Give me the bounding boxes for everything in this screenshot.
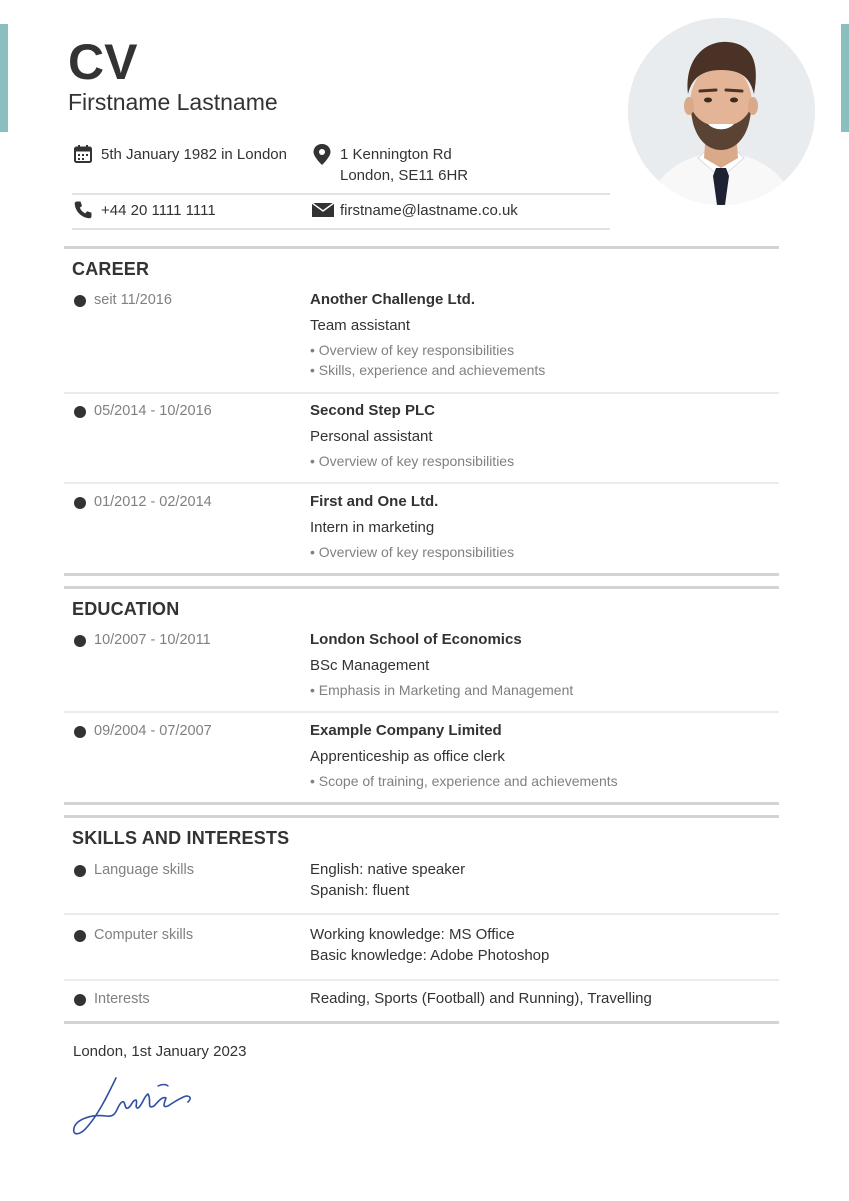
timeline-dot xyxy=(74,930,86,942)
contact-divider xyxy=(72,193,310,195)
entry-role: BSc Management xyxy=(310,657,430,674)
contact-birth xyxy=(73,144,313,166)
map-pin-icon xyxy=(312,144,332,164)
entry-bullet: • Scope of training, experience and achievements xyxy=(310,773,618,789)
skill-value: Reading, Sports (Football) and Running), Travelling xyxy=(310,990,652,1007)
entry-date: 10/2007 - 10/2011 xyxy=(94,632,211,648)
row-divider xyxy=(64,392,779,394)
entry-organization: London School of Economics xyxy=(310,631,522,648)
address-line2: London, SE11 6HR xyxy=(340,167,469,184)
entry-date: 01/2012 - 02/2014 xyxy=(94,494,212,510)
section-rule xyxy=(64,802,779,805)
address-line1: 1 Kennington Rd xyxy=(340,146,452,163)
entry-bullet: • Emphasis in Marketing and Management xyxy=(310,682,574,698)
entry-organization: First and One Ltd. xyxy=(310,493,439,510)
email-text: firstname@lastname.co.uk xyxy=(340,202,518,219)
row-divider xyxy=(64,913,779,915)
skill-label: Interests xyxy=(94,991,150,1007)
entry-bullet: • Overview of key responsibilities xyxy=(310,544,515,560)
timeline-dot xyxy=(74,726,86,738)
section-title-skills: SKILLS AND INTERESTS xyxy=(72,828,290,848)
section-rule xyxy=(64,246,779,249)
entry-organization: Another Challenge Ltd. xyxy=(310,291,475,308)
skill-value: Working knowledge: MS Office xyxy=(310,926,515,943)
entry-role: Personal assistant xyxy=(310,428,433,445)
skill-value: Spanish: fluent xyxy=(310,882,410,899)
entry-bullet: • Overview of key responsibilities xyxy=(310,453,515,469)
entry-role: Apprenticeship as office clerk xyxy=(310,748,505,765)
accent-bar-right xyxy=(841,24,849,132)
phone-text: +44 20 1111 1111 xyxy=(101,202,216,219)
section-rule xyxy=(64,815,779,818)
skill-value: English: native speaker xyxy=(310,861,466,878)
entry-role: Team assistant xyxy=(310,317,411,334)
skill-label: Computer skills xyxy=(94,927,194,943)
profile-photo xyxy=(628,18,815,205)
timeline-dot xyxy=(74,406,86,418)
section-rule xyxy=(64,586,779,589)
contact-phone xyxy=(73,200,313,222)
row-divider xyxy=(64,482,779,484)
section-rule xyxy=(64,1021,779,1024)
skill-value: Basic knowledge: Adobe Photoshop xyxy=(310,947,550,964)
person-name: Firstname Lastname xyxy=(68,89,278,115)
entry-organization: Example Company Limited xyxy=(310,722,502,739)
entry-date: seit 11/2016 xyxy=(94,292,172,308)
timeline-dot xyxy=(74,635,86,647)
timeline-dot xyxy=(74,295,86,307)
accent-bar-left xyxy=(0,24,8,132)
birth-text: 5th January 1982 in London xyxy=(101,146,287,163)
entry-bullet: • Skills, experience and achievements xyxy=(310,362,546,378)
phone-icon xyxy=(73,200,93,220)
signature xyxy=(66,1066,206,1142)
contact-divider xyxy=(72,228,310,230)
section-title-career: CAREER xyxy=(72,259,150,279)
contact-divider xyxy=(310,193,610,195)
skill-label: Language skills xyxy=(94,862,194,878)
entry-date: 09/2004 - 07/2007 xyxy=(94,723,212,739)
page-title: CV xyxy=(68,34,138,90)
timeline-dot xyxy=(74,994,86,1006)
entry-bullet: • Overview of key responsibilities xyxy=(310,342,515,358)
timeline-dot xyxy=(74,865,86,877)
contact-divider xyxy=(310,228,610,230)
row-divider xyxy=(64,711,779,713)
entry-organization: Second Step PLC xyxy=(310,402,436,419)
contact-email xyxy=(312,200,592,222)
section-title-education: EDUCATION xyxy=(72,599,180,619)
envelope-icon xyxy=(312,200,332,220)
section-rule xyxy=(64,573,779,576)
contact-address xyxy=(312,144,552,188)
entry-role: Intern in marketing xyxy=(310,519,435,536)
timeline-dot xyxy=(74,497,86,509)
entry-date: 05/2014 - 10/2016 xyxy=(94,403,212,419)
calendar-icon xyxy=(73,144,93,164)
row-divider xyxy=(64,979,779,981)
place-date: London, 1st January 2023 xyxy=(73,1043,247,1060)
